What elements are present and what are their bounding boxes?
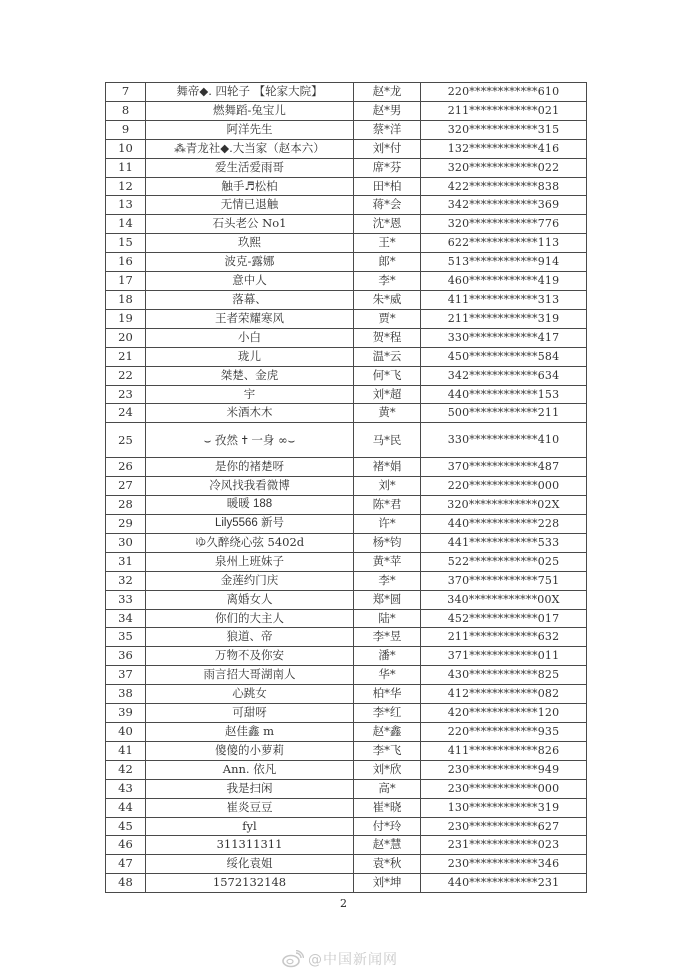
- table-row: [106, 404, 587, 423]
- nickname-cell: 我是扫闲: [146, 779, 354, 798]
- table-row: [106, 328, 587, 347]
- id-number-cell: 441************533: [421, 533, 587, 552]
- id-number-cell: 412************082: [421, 685, 587, 704]
- nickname-cell: 波克-露娜: [146, 253, 354, 272]
- nickname-cell: 万物不及你安: [146, 647, 354, 666]
- row-number-cell: 42: [106, 760, 146, 779]
- table-row: [106, 215, 587, 234]
- id-number-cell: 320************02X: [421, 496, 587, 515]
- row-number-cell: 21: [106, 347, 146, 366]
- real-name-cell: 温*云: [354, 347, 421, 366]
- real-name-cell: 马*民: [354, 423, 421, 458]
- id-number-cell: 342************634: [421, 366, 587, 385]
- id-number-cell: 330************410: [421, 423, 587, 458]
- nickname-cell: Ann. 依凡: [146, 760, 354, 779]
- nickname-cell: 1572132148: [146, 874, 354, 893]
- nickname-cell: ⁂青龙社◆.大当家（赵本六）: [146, 139, 354, 158]
- nickname-cell: 落幕、: [146, 290, 354, 309]
- id-number-cell: 420************120: [421, 704, 587, 723]
- id-number-cell: 371************011: [421, 647, 587, 666]
- table-row: [106, 704, 587, 723]
- table-row: [106, 496, 587, 515]
- id-number-cell: 452************017: [421, 609, 587, 628]
- real-name-cell: 李*: [354, 571, 421, 590]
- real-name-cell: 李*飞: [354, 741, 421, 760]
- id-number-cell: 211************632: [421, 628, 587, 647]
- row-number-cell: 19: [106, 309, 146, 328]
- nickname-cell: 宇: [146, 385, 354, 404]
- row-number-cell: 37: [106, 666, 146, 685]
- nickname-cell: 暖暖 188: [146, 496, 354, 515]
- row-number-cell: 7: [106, 83, 146, 102]
- real-name-cell: 高*: [354, 779, 421, 798]
- real-name-cell: 李*昱: [354, 628, 421, 647]
- row-number-cell: 46: [106, 836, 146, 855]
- id-number-cell: 130************319: [421, 798, 587, 817]
- row-number-cell: 23: [106, 385, 146, 404]
- table-row: [106, 309, 587, 328]
- nickname-cell: 金莲约门庆: [146, 571, 354, 590]
- row-number-cell: 13: [106, 196, 146, 215]
- nickname-cell: 311311311: [146, 836, 354, 855]
- table-row: [106, 366, 587, 385]
- table-row: [106, 836, 587, 855]
- real-name-cell: 郑*圆: [354, 590, 421, 609]
- id-number-cell: 422************838: [421, 177, 587, 196]
- nickname-cell: 触手♬松柏: [146, 177, 354, 196]
- row-number-cell: 26: [106, 458, 146, 477]
- table-row: [106, 723, 587, 742]
- id-number-cell: 370************487: [421, 458, 587, 477]
- nickname-cell: 意中人: [146, 272, 354, 291]
- nickname-cell: 崔炎豆豆: [146, 798, 354, 817]
- row-number-cell: 31: [106, 552, 146, 571]
- nickname-cell: 傻傻的小萝莉: [146, 741, 354, 760]
- id-number-cell: 513************914: [421, 253, 587, 272]
- row-number-cell: 27: [106, 477, 146, 496]
- real-name-cell: 华*: [354, 666, 421, 685]
- row-number-cell: 10: [106, 139, 146, 158]
- nickname-cell: 离婚女人: [146, 590, 354, 609]
- table-row: [106, 253, 587, 272]
- id-number-cell: 440************153: [421, 385, 587, 404]
- id-number-cell: 440************231: [421, 874, 587, 893]
- real-name-cell: 李*红: [354, 704, 421, 723]
- real-name-cell: 蒋*会: [354, 196, 421, 215]
- row-number-cell: 44: [106, 798, 146, 817]
- roster-table: [105, 82, 587, 893]
- real-name-cell: 黄*: [354, 404, 421, 423]
- row-number-cell: 40: [106, 723, 146, 742]
- table-row: [106, 177, 587, 196]
- nickname-cell: 无情已退触: [146, 196, 354, 215]
- row-number-cell: 29: [106, 515, 146, 534]
- nickname-cell: 心跳女: [146, 685, 354, 704]
- table-row: [106, 477, 587, 496]
- row-number-cell: 20: [106, 328, 146, 347]
- real-name-cell: 陈*君: [354, 496, 421, 515]
- table-row: [106, 347, 587, 366]
- nickname-cell: 珑儿: [146, 347, 354, 366]
- real-name-cell: 赵*男: [354, 101, 421, 120]
- table-row: [106, 741, 587, 760]
- row-number-cell: 45: [106, 817, 146, 836]
- nickname-cell: 爱生活爱雨哥: [146, 158, 354, 177]
- nickname-cell: 泉州上班妹子: [146, 552, 354, 571]
- row-number-cell: 38: [106, 685, 146, 704]
- real-name-cell: 刘*: [354, 477, 421, 496]
- id-number-cell: 411************313: [421, 290, 587, 309]
- watermark-text: @中国新闻网: [308, 952, 398, 968]
- nickname-cell: 米酒木木: [146, 404, 354, 423]
- row-number-cell: 9: [106, 120, 146, 139]
- table-row: [106, 290, 587, 309]
- nickname-cell: 燃舞蹈-兔宝儿: [146, 101, 354, 120]
- id-number-cell: 500************211: [421, 404, 587, 423]
- row-number-cell: 33: [106, 590, 146, 609]
- nickname-cell: Lily5566 新号: [146, 515, 354, 534]
- nickname-cell: 绥化袁姐: [146, 855, 354, 874]
- real-name-cell: 何*飞: [354, 366, 421, 385]
- id-number-cell: 211************319: [421, 309, 587, 328]
- id-number-cell: 231************023: [421, 836, 587, 855]
- table-row: [106, 158, 587, 177]
- real-name-cell: 刘*欣: [354, 760, 421, 779]
- table-row: [106, 196, 587, 215]
- row-number-cell: 15: [106, 234, 146, 253]
- nickname-cell: fyl: [146, 817, 354, 836]
- table-row: [106, 385, 587, 404]
- id-number-cell: 320************315: [421, 120, 587, 139]
- id-number-cell: 220************610: [421, 83, 587, 102]
- table-row: [106, 83, 587, 102]
- table-row: [106, 272, 587, 291]
- nickname-cell: 你们的大主人: [146, 609, 354, 628]
- id-number-cell: 370************751: [421, 571, 587, 590]
- real-name-cell: 郎*: [354, 253, 421, 272]
- real-name-cell: 赵*鑫: [354, 723, 421, 742]
- id-number-cell: 320************022: [421, 158, 587, 177]
- row-number-cell: 11: [106, 158, 146, 177]
- nickname-cell: 小白: [146, 328, 354, 347]
- nickname-cell: 雨言招大哥湖南人: [146, 666, 354, 685]
- nickname-cell: 是你的褚楚呀: [146, 458, 354, 477]
- row-number-cell: 30: [106, 533, 146, 552]
- id-number-cell: 411************826: [421, 741, 587, 760]
- row-number-cell: 39: [106, 704, 146, 723]
- table-row: [106, 101, 587, 120]
- real-name-cell: 柏*华: [354, 685, 421, 704]
- nickname-cell: 玖熙: [146, 234, 354, 253]
- real-name-cell: 李*: [354, 272, 421, 291]
- real-name-cell: 杨*钧: [354, 533, 421, 552]
- row-number-cell: 12: [106, 177, 146, 196]
- real-name-cell: 田*柏: [354, 177, 421, 196]
- real-name-cell: 刘*付: [354, 139, 421, 158]
- nickname-cell: 石头老公 No1: [146, 215, 354, 234]
- row-number-cell: 14: [106, 215, 146, 234]
- table-row: [106, 817, 587, 836]
- id-number-cell: 220************935: [421, 723, 587, 742]
- real-name-cell: 黄*苹: [354, 552, 421, 571]
- real-name-cell: 潘*: [354, 647, 421, 666]
- real-name-cell: 褚*娟: [354, 458, 421, 477]
- real-name-cell: 贺*程: [354, 328, 421, 347]
- nickname-cell: 冷风找我看微博: [146, 477, 354, 496]
- watermark: [282, 949, 398, 969]
- id-number-cell: 450************584: [421, 347, 587, 366]
- id-number-cell: 132************416: [421, 139, 587, 158]
- real-name-cell: 崔*晓: [354, 798, 421, 817]
- table-row: [106, 533, 587, 552]
- row-number-cell: 25: [106, 423, 146, 458]
- weibo-icon: [282, 950, 304, 968]
- nickname-cell: 可甜呀: [146, 704, 354, 723]
- row-number-cell: 22: [106, 366, 146, 385]
- table-row: [106, 552, 587, 571]
- table-row: [106, 666, 587, 685]
- page-number: 2: [340, 897, 347, 910]
- id-number-cell: 522************025: [421, 552, 587, 571]
- table-row: [106, 458, 587, 477]
- roster-body: [106, 83, 587, 893]
- id-number-cell: 342************369: [421, 196, 587, 215]
- id-number-cell: 230************949: [421, 760, 587, 779]
- row-number-cell: 41: [106, 741, 146, 760]
- nickname-cell: 桀楚、金虎: [146, 366, 354, 385]
- table-row: [106, 139, 587, 158]
- id-number-cell: 211************021: [421, 101, 587, 120]
- real-name-cell: 沈*恩: [354, 215, 421, 234]
- real-name-cell: 付*玲: [354, 817, 421, 836]
- real-name-cell: 袁*秋: [354, 855, 421, 874]
- row-number-cell: 8: [106, 101, 146, 120]
- table-row: [106, 590, 587, 609]
- row-number-cell: 18: [106, 290, 146, 309]
- table-row: [106, 874, 587, 893]
- real-name-cell: 陆*: [354, 609, 421, 628]
- real-name-cell: 朱*威: [354, 290, 421, 309]
- real-name-cell: 席*芬: [354, 158, 421, 177]
- real-name-cell: 刘*坤: [354, 874, 421, 893]
- id-number-cell: 440************228: [421, 515, 587, 534]
- row-number-cell: 32: [106, 571, 146, 590]
- real-name-cell: 蔡*洋: [354, 120, 421, 139]
- nickname-cell: 舞帝◆. 四轮子 【轮家大院】: [146, 83, 354, 102]
- table-row: [106, 798, 587, 817]
- real-name-cell: 赵*龙: [354, 83, 421, 102]
- nickname-cell: ゆ久醉绕心弦 5402d: [146, 533, 354, 552]
- row-number-cell: 28: [106, 496, 146, 515]
- id-number-cell: 220************000: [421, 477, 587, 496]
- table-row: [106, 685, 587, 704]
- nickname-cell: 狼道、帝: [146, 628, 354, 647]
- row-number-cell: 35: [106, 628, 146, 647]
- id-number-cell: 230************000: [421, 779, 587, 798]
- nickname-cell: 王者荣耀寒风: [146, 309, 354, 328]
- table-row: [106, 571, 587, 590]
- table-row: [106, 779, 587, 798]
- real-name-cell: 赵*慧: [354, 836, 421, 855]
- row-number-cell: 43: [106, 779, 146, 798]
- id-number-cell: 460************419: [421, 272, 587, 291]
- id-number-cell: 330************417: [421, 328, 587, 347]
- real-name-cell: 贾*: [354, 309, 421, 328]
- table-row: [106, 855, 587, 874]
- id-number-cell: 340************00X: [421, 590, 587, 609]
- id-number-cell: 320************776: [421, 215, 587, 234]
- id-number-cell: 230************627: [421, 817, 587, 836]
- row-number-cell: 16: [106, 253, 146, 272]
- table-row: [106, 120, 587, 139]
- id-number-cell: 230************346: [421, 855, 587, 874]
- table-row: [106, 647, 587, 666]
- real-name-cell: 刘*超: [354, 385, 421, 404]
- table-row: [106, 760, 587, 779]
- nickname-cell: 赵佳鑫 m: [146, 723, 354, 742]
- row-number-cell: 24: [106, 404, 146, 423]
- real-name-cell: 许*: [354, 515, 421, 534]
- id-number-cell: 622************113: [421, 234, 587, 253]
- table-row: [106, 609, 587, 628]
- nickname-cell: 阿洋先生: [146, 120, 354, 139]
- table-row: [106, 515, 587, 534]
- row-number-cell: 47: [106, 855, 146, 874]
- table-row: [106, 234, 587, 253]
- row-number-cell: 34: [106, 609, 146, 628]
- row-number-cell: 17: [106, 272, 146, 291]
- row-number-cell: 48: [106, 874, 146, 893]
- id-number-cell: 430************825: [421, 666, 587, 685]
- table-row: [106, 423, 587, 458]
- nickname-cell: ⌣ 孜然 ✝ 一身 ∞⌣: [146, 423, 354, 458]
- real-name-cell: 王*: [354, 234, 421, 253]
- table-row: [106, 628, 587, 647]
- row-number-cell: 36: [106, 647, 146, 666]
